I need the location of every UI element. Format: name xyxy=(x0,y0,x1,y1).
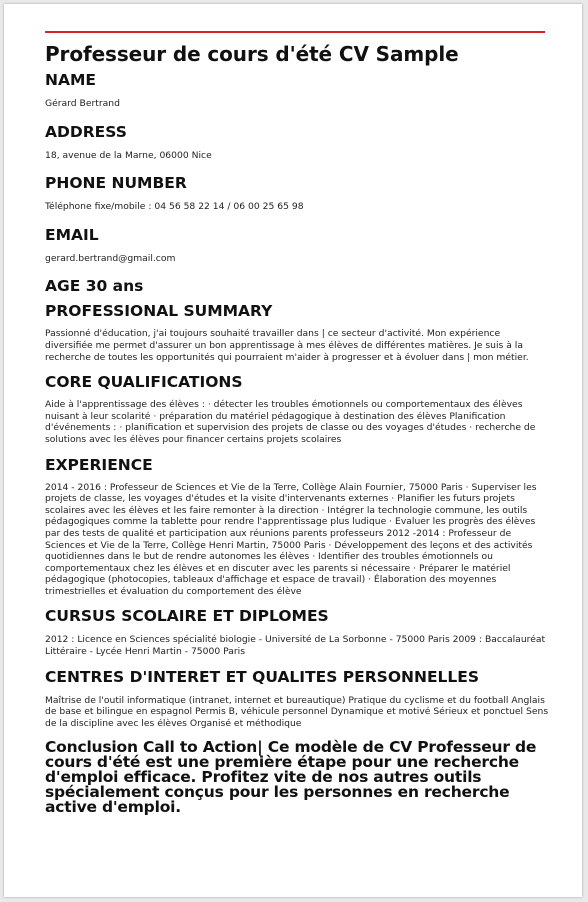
summary-text: Passionné d'éducation, j'ai toujours souhaité travailler dans | ce secteur d'activité. Mon expérience diversifiée me permet d'assurer un bon apprentissage à mes élèves de différentes matières. Je suis à la recherche de toutes les opportunités qui pourraient m'aider à progresser et à évoluer dans | mon métier. xyxy=(45,328,529,363)
cv-page xyxy=(4,4,582,897)
section-heading-address: ADDRESS xyxy=(45,122,127,141)
section-heading-experience: EXPERIENCE xyxy=(45,455,153,474)
section-heading-summary: PROFESSIONAL SUMMARY xyxy=(45,302,273,321)
conclusion-call-to-action: Conclusion Call to Action| Ce modèle de CV Professeur de cours d'été est une première étape pour une recherche d'emploi efficace. Profitez vite de nos autres outils spécialement conçus pour les personnes en recherche active d'emploi. xyxy=(45,738,537,817)
page-title: Professeur de cours d'été CV Sample xyxy=(45,42,459,66)
section-heading-education: CURSUS SCOLAIRE ET DIPLOMES xyxy=(45,607,329,626)
section-heading-phone: PHONE NUMBER xyxy=(45,174,187,193)
section-heading-age: AGE 30 ans xyxy=(45,277,144,296)
name-text: Gérard Bertrand xyxy=(45,98,120,109)
email-text: gerard.bertrand@gmail.com xyxy=(45,252,176,264)
phone-text: Téléphone fixe/mobile : 04 56 58 22 14 / 06 00 25 65 98 xyxy=(45,201,304,213)
section-heading-qualifications: CORE QUALIFICATIONS xyxy=(45,373,243,392)
cv-content xyxy=(45,42,550,815)
interests-text: Maîtrise de l'outil informatique (intranet, internet et bureautique) Pratique du cyclisme et du football Anglais de base et bilingue en espagnol Permis B, véhicule personnel Dynamique et motivé Sérieux et ponctuel Sens de la discipline avec les élèves Organisé et méthodique xyxy=(45,694,549,729)
qualifications-text: Aide à l'apprentissage des élèves : · détecter les troubles émotionnels ou comportementaux des élèves nuisant à leur scolarité · préparation du matériel pédagogique à destination des élèves Planification d'événements : · planification et supervision des projets de classe ou des voyages d'études · recherche de solutions avec les élèves pour financer certains projets scolaires xyxy=(45,399,536,445)
section-heading-interests: CENTRES D'INTERET ET QUALITES PERSONNELLES xyxy=(45,667,480,686)
education-text: 2012 : Licence en Sciences spécialité biologie - Université de La Sorbonne - 75000 Paris 2009 : Baccalauréat Littéraire - Lycée Henri Martin - 75000 Paris xyxy=(45,634,546,658)
section-heading-email: EMAIL xyxy=(45,225,99,244)
experience-text: 2014 - 2016 : Professeur de Sciences et Vie de la Terre, Collège Alain Fournier, 75000 Paris · Superviser les projets de classe, les voyages d'études et la visite d'intervenants externes · Planifier les futurs projets scolaires avec les élèves et les faire remonter à la direction · Intégrer la technologie commune, les outils pédagogiques comme la tablette pour rendre l'apprentissage plus ludique · Evaluer les progrès des élèves par des tests de qualité et participation aux réunions parents professeurs 2012 -2014 : Professeur de Sciences et Vie de la Terre, Collège Henri Martin, 75000 Paris · Développement des leçons et des activités quotidiennes dans le but de rendre autonomes les élèves · Identifier des troubles émotionnels ou comportementaux chez les élèves et en discuter avec les parents si nécessaire · Préparer le matériel pédagogique (photocopies, tableaux d'affichage et espace de travail) · Élaboration des moyennes trimestrielles et évaluation du comportement des élève xyxy=(45,481,537,597)
accent-rule xyxy=(45,31,545,33)
section-heading-name: NAME xyxy=(45,71,96,89)
address-text: 18, avenue de la Marne, 06000 Nice xyxy=(45,149,212,161)
